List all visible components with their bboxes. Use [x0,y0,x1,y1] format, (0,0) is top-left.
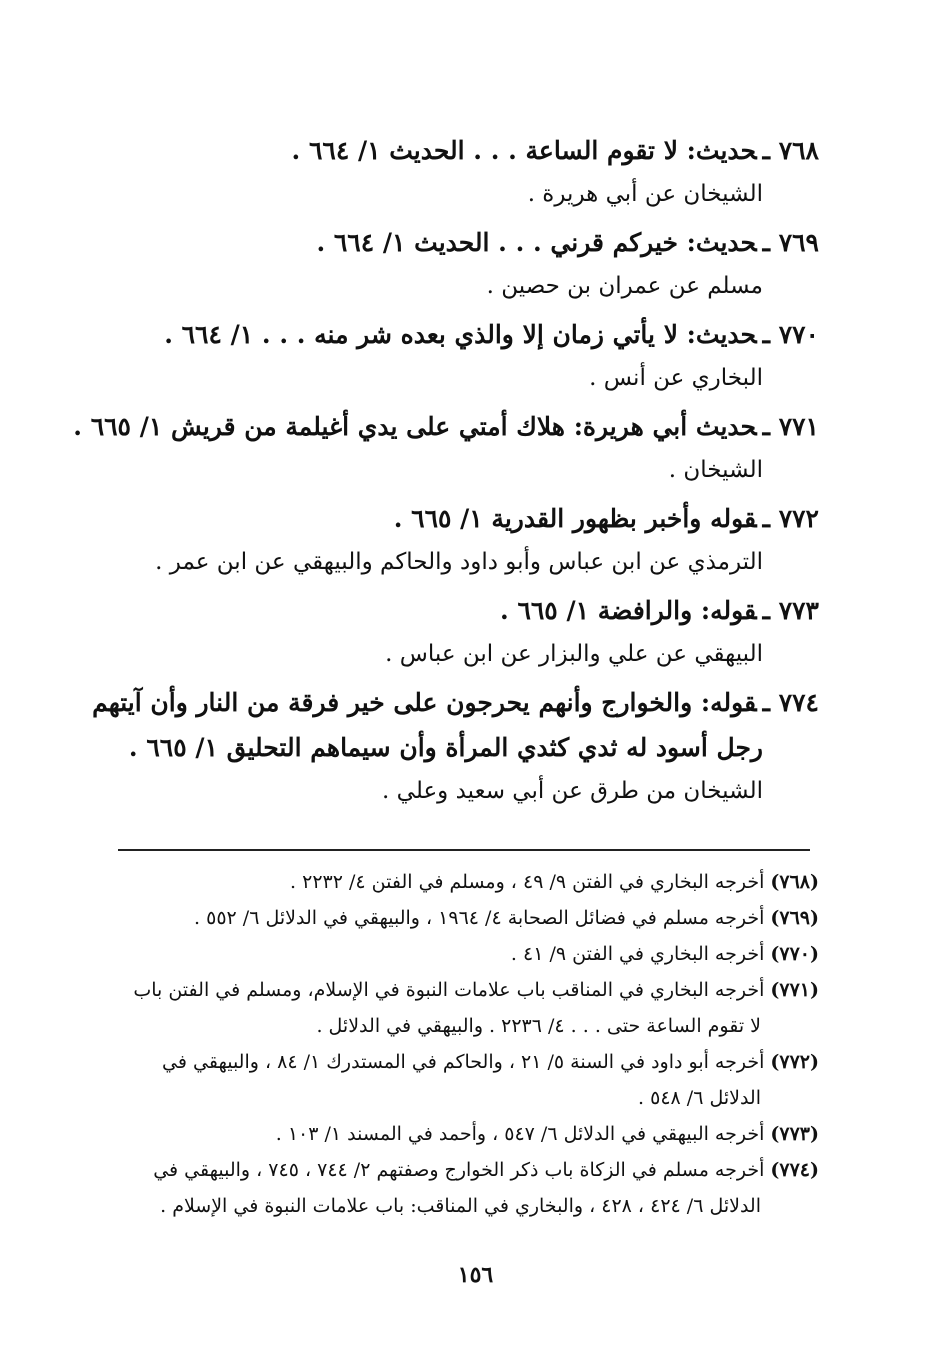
hadith-entry-773 [119,588,819,676]
entry-source: البيهقي عن علي والبزار عن ابن عباس . [385,641,763,667]
footnote-774 [119,1152,819,1188]
footnote-768 [119,864,819,900]
footnote-text: أخرجه مسلم في فضائل الصحابة ٤/ ١٩٦٤ ، والبيهقي في الدلائل ٦/ ٥٥٢ . [194,907,765,929]
footnote-771 [119,972,819,1008]
entry-heading-text: قوله: والرافضة ١/ ٦٦٥ . [500,596,757,625]
footnote-774-continuation: الدلائل ٦/ ٤٢٤ ، ٤٢٨ ، والبخاري في المناقب: باب علامات النبوة في الإسلام . [160,1195,761,1217]
entry-number: ٧٧٢ ـ [762,504,819,533]
footnote-771-continuation: لا تقوم الساعة حتى . . . ٤/ ٢٢٣٦ . والبيهقي في الدلائل . [316,1015,761,1037]
entry-source: الشيخان عن أبي هريرة . [527,181,763,207]
footnote-number: (٧٧٠) [770,943,819,965]
entry-source: الشيخان من طرق عن أبي سعيد وعلي . [382,778,763,804]
hadith-entry-768 [119,128,819,216]
page-number: ١٥٦ [457,1262,494,1288]
footnote-number: (٧٧١) [770,979,819,1001]
footnote-text: أخرجه البخاري في الفتن ٩/ ٤٩ ، ومسلم في الفتن ٤/ ٢٢٣٢ . [290,871,765,893]
entry-heading [119,128,819,173]
entry-heading-text: قوله: والخوارج وأنهم يحرجون على خير فرقة من النار وأن آيتهم [92,688,757,717]
footnote-number: (٧٦٨) [770,871,819,893]
entry-heading [119,588,819,633]
entry-number: ٧٧١ ـ [762,412,819,441]
entry-heading [119,220,819,265]
footnote-number: (٧٧٤) [770,1159,819,1181]
footnote-773 [119,1116,819,1152]
footnote-text: أخرجه مسلم في الزكاة باب ذكر الخوارج وصفتهم ٢/ ٧٤٤ ، ٧٤٥ ، والبيهقي في [153,1159,765,1181]
footnote-number: (٧٦٩) [770,907,819,929]
hadith-entry-772 [119,496,819,584]
entry-source: الترمذي عن ابن عباس وأبو داود والحاكم والبيهقي عن ابن عمر . [155,549,763,575]
footnote-number: (٧٧٣) [770,1123,819,1145]
footnote-772 [119,1044,819,1080]
hadith-list [73,128,819,813]
entry-heading [92,680,819,725]
entry-heading-text: قوله وأخبر بظهور القدرية ١/ ٦٦٥ . [393,504,757,533]
footnote-772-continuation: الدلائل ٦/ ٥٤٨ . [638,1087,761,1109]
hadith-entry-771 [73,404,819,492]
entry-number: ٧٧٠ ـ [762,320,819,349]
entry-source: الشيخان . [668,457,763,483]
hadith-entry-774 [92,680,819,813]
footnote-text: أخرجه البيهقي في الدلائل ٦/ ٥٤٧ ، وأحمد في المسند ١/ ١٠٣ . [275,1123,765,1145]
footnote-number: (٧٧٢) [770,1051,819,1073]
entry-number: ٧٦٩ ـ [762,228,819,257]
entry-heading-text: حديث: لا يأتي زمان إلا والذي بعده شر منه . . . ١/ ٦٦٤ . [164,320,757,349]
footnote-text: أخرجه البخاري في المناقب باب علامات النبوة في الإسلام، ومسلم في الفتن باب [133,979,765,1001]
hadith-entry-770 [119,312,819,400]
footnote-text: أخرجه أبو داود في السنة ٥/ ٢١ ، والحاكم في المستدرك ١/ ٨٤ ، والبيهقي في [162,1051,765,1073]
entry-heading [119,312,819,357]
footnote-769 [119,900,819,936]
entry-source: مسلم عن عمران بن حصين . [486,273,763,299]
entry-heading-continuation: رجل أسود له ثدي كثدي المرأة وأن سيماهم التحليق ١/ ٦٦٥ . [128,733,763,762]
footnote-770 [119,936,819,972]
footnote-divider [118,849,810,851]
footnotes [119,864,819,1224]
entry-heading-text: حديث: خيركم قرني . . . الحديث ١/ ٦٦٤ . [316,228,757,257]
entry-number: ٧٧٤ ـ [762,688,819,717]
entry-heading-text: حديث: لا تقوم الساعة . . . الحديث ١/ ٦٦٤ . [291,136,757,165]
entry-heading-text: حديث أبي هريرة: هلاك أمتي على يدي أغيلمة من قريش ١/ ٦٦٥ . [73,412,757,441]
entry-heading [119,496,819,541]
entry-number: ٧٧٣ ـ [762,596,819,625]
footnote-text: أخرجه البخاري في الفتن ٩/ ٤١ . [510,943,765,965]
entry-number: ٧٦٨ ـ [762,136,819,165]
entry-source: البخاري عن أنس . [589,365,763,391]
hadith-entry-769 [119,220,819,308]
entry-heading [73,404,819,449]
